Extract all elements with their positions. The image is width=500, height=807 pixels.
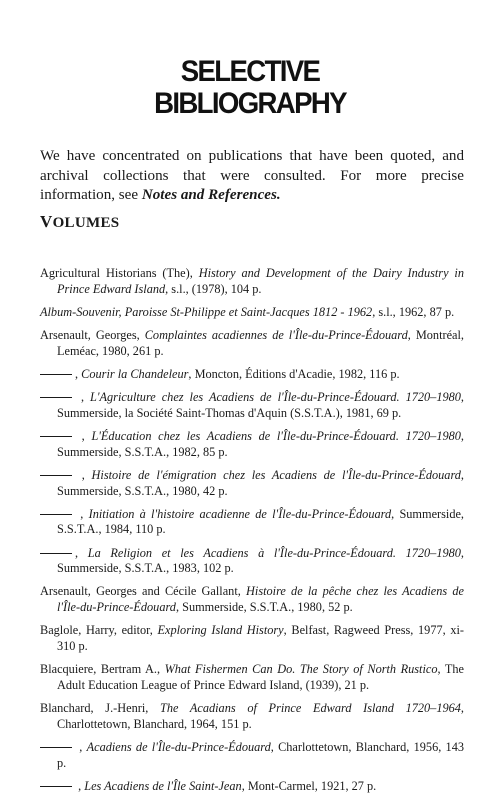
- entry-author: ,: [75, 467, 92, 482]
- entry-author: ,: [75, 506, 89, 521]
- intro-emphasis: Notes and References.: [141, 187, 281, 203]
- bibliography-entry: [40, 429, 464, 461]
- entry-details: , Summerside, S.S.T.A., 1982, 85 p.: [57, 428, 464, 459]
- entry-title: L'Agriculture chez les Acadiens de l'Île-du-Prince-Édouard. 1720–1980: [90, 389, 461, 404]
- bibliography-entry: [40, 367, 464, 383]
- entry-details: , The Adult Education League of Prince Edward Island, (1939), 21 p.: [57, 662, 464, 692]
- entry-title: Histoire de la pêche chez les Acadiens de l'Île-du-Prince-Édouard: [57, 584, 464, 615]
- entry-author: Blacquiere, Bertram A.,: [40, 662, 165, 677]
- bibliography-entry: [40, 266, 464, 298]
- bibliography-entry: [40, 468, 464, 500]
- section-heading: [40, 212, 119, 232]
- bibliography-entry: [40, 584, 464, 616]
- entry-title: Acadiens de l'Île-du-Prince-Édouard: [86, 739, 271, 754]
- bibliography-entry: [40, 546, 464, 578]
- ditto-dash: [40, 514, 72, 515]
- section-heading-initial: V: [40, 212, 53, 231]
- entry-details: , Summerside, S.S.T.A., 1980, 42 p.: [57, 467, 464, 498]
- bibliography-entry: [40, 507, 464, 539]
- entry-details: , Charlottetown, Blanchard, 1964, 151 p.: [57, 701, 464, 731]
- entry-title: Courir la Chandeleur: [81, 366, 189, 381]
- ditto-dash: [40, 747, 72, 748]
- ditto-dash: [40, 553, 72, 554]
- entry-author: ,: [75, 739, 87, 754]
- entry-title: Complaintes acadiennes de l'Île-du-Prince-Édouard: [144, 327, 408, 342]
- entry-title: History and Development of the Dairy Industry in Prince Edward Island: [57, 266, 464, 296]
- entry-details: , Moncton, Éditions d'Acadie, 1982, 116 p.: [188, 366, 400, 381]
- entry-author: ,: [75, 366, 82, 381]
- bibliography-entry: [40, 779, 464, 795]
- entry-title: Les Acadiens de l'Île Saint-Jean: [84, 778, 242, 793]
- entry-title: L'Éducation chez les Acadiens de l'Île-du-Prince-Édouard. 1720–1980: [91, 428, 461, 443]
- entry-author: Agricultural Historians (The),: [40, 266, 199, 280]
- ditto-dash: [40, 475, 72, 476]
- entry-author: Baglole, Harry, editor,: [40, 623, 158, 638]
- entry-title: What Fishermen Can Do. The Story of North Rustico: [164, 662, 438, 677]
- bibliography-entry: [40, 740, 464, 772]
- entry-author: Arsenault, Georges,: [40, 327, 145, 342]
- entry-title: The Acadians of Prince Edward Island 1720–1964: [159, 701, 461, 716]
- ditto-dash: [40, 786, 72, 787]
- entry-author: Blanchard, J.-Henri,: [40, 701, 160, 716]
- bibliography-entry: [40, 662, 464, 694]
- entry-details: , Summerside, S.S.T.A., 1984, 110 p.: [57, 506, 464, 537]
- entry-details: , Summerside, la Société Saint-Thomas d'Aquin (S.S.T.A.), 1981, 69 p.: [57, 389, 464, 420]
- entry-details: , Summerside, S.S.T.A., 1980, 52 p.: [175, 600, 353, 615]
- entry-details: , Belfast, Ragweed Press, 1977, xi-310 p.: [57, 623, 465, 654]
- bibliography-entry: [40, 623, 464, 655]
- entry-author: ,: [75, 778, 85, 793]
- bibliography-entry: [40, 701, 464, 733]
- entry-details: , s.l., (1978), 104 p.: [165, 281, 262, 296]
- entry-details: , s.l., 1962, 87 p.: [372, 304, 455, 319]
- entry-title: Histoire de l'émigration chez les Acadiens de l'Île-du-Prince-Édouard: [91, 467, 461, 482]
- page-title-line1: SELECTIVE: [180, 55, 320, 88]
- intro-text: We have concentrated on publications that have been quoted, and archival collections that were consulted. For more precise information, see: [40, 148, 464, 203]
- entry-author: ,: [75, 545, 88, 560]
- bibliography-entry: [40, 328, 464, 360]
- page-title-line2: BIBLIOGRAPHY: [154, 87, 346, 120]
- ditto-dash: [40, 397, 72, 398]
- entry-author: ,: [75, 389, 91, 404]
- bibliography-list: [40, 266, 464, 802]
- entry-details: , Montréal, Leméac, 1980, 261 p.: [57, 327, 465, 358]
- entry-title: Album-Souvenir, Paroisse St-Philippe et Saint-Jacques 1812 - 1962: [40, 304, 373, 319]
- entry-details: , Charlottetown, Blanchard, 1956, 143 p.: [57, 739, 464, 770]
- ditto-dash: [40, 374, 72, 375]
- entry-author: ,: [75, 428, 92, 443]
- entry-title: Initiation à l'histoire acadienne de l'Île-du-Prince-Édouard: [88, 506, 392, 521]
- intro-paragraph: [40, 147, 464, 206]
- entry-title: La Religion et les Acadiens à l'Île-du-Prince-Édouard. 1720–1980: [87, 545, 461, 560]
- entry-title: Exploring Island History: [157, 623, 284, 638]
- ditto-dash: [40, 436, 72, 437]
- bibliography-entry: [40, 390, 464, 422]
- entry-author: Arsenault, Georges and Cécile Gallant,: [40, 584, 247, 599]
- section-heading-rest: OLUMES: [52, 215, 120, 231]
- entry-details: , Summerside, S.S.T.A., 1983, 102 p.: [57, 545, 464, 576]
- entry-details: , Mont-Carmel, 1921, 27 p.: [241, 778, 377, 793]
- bibliography-entry: [40, 305, 464, 321]
